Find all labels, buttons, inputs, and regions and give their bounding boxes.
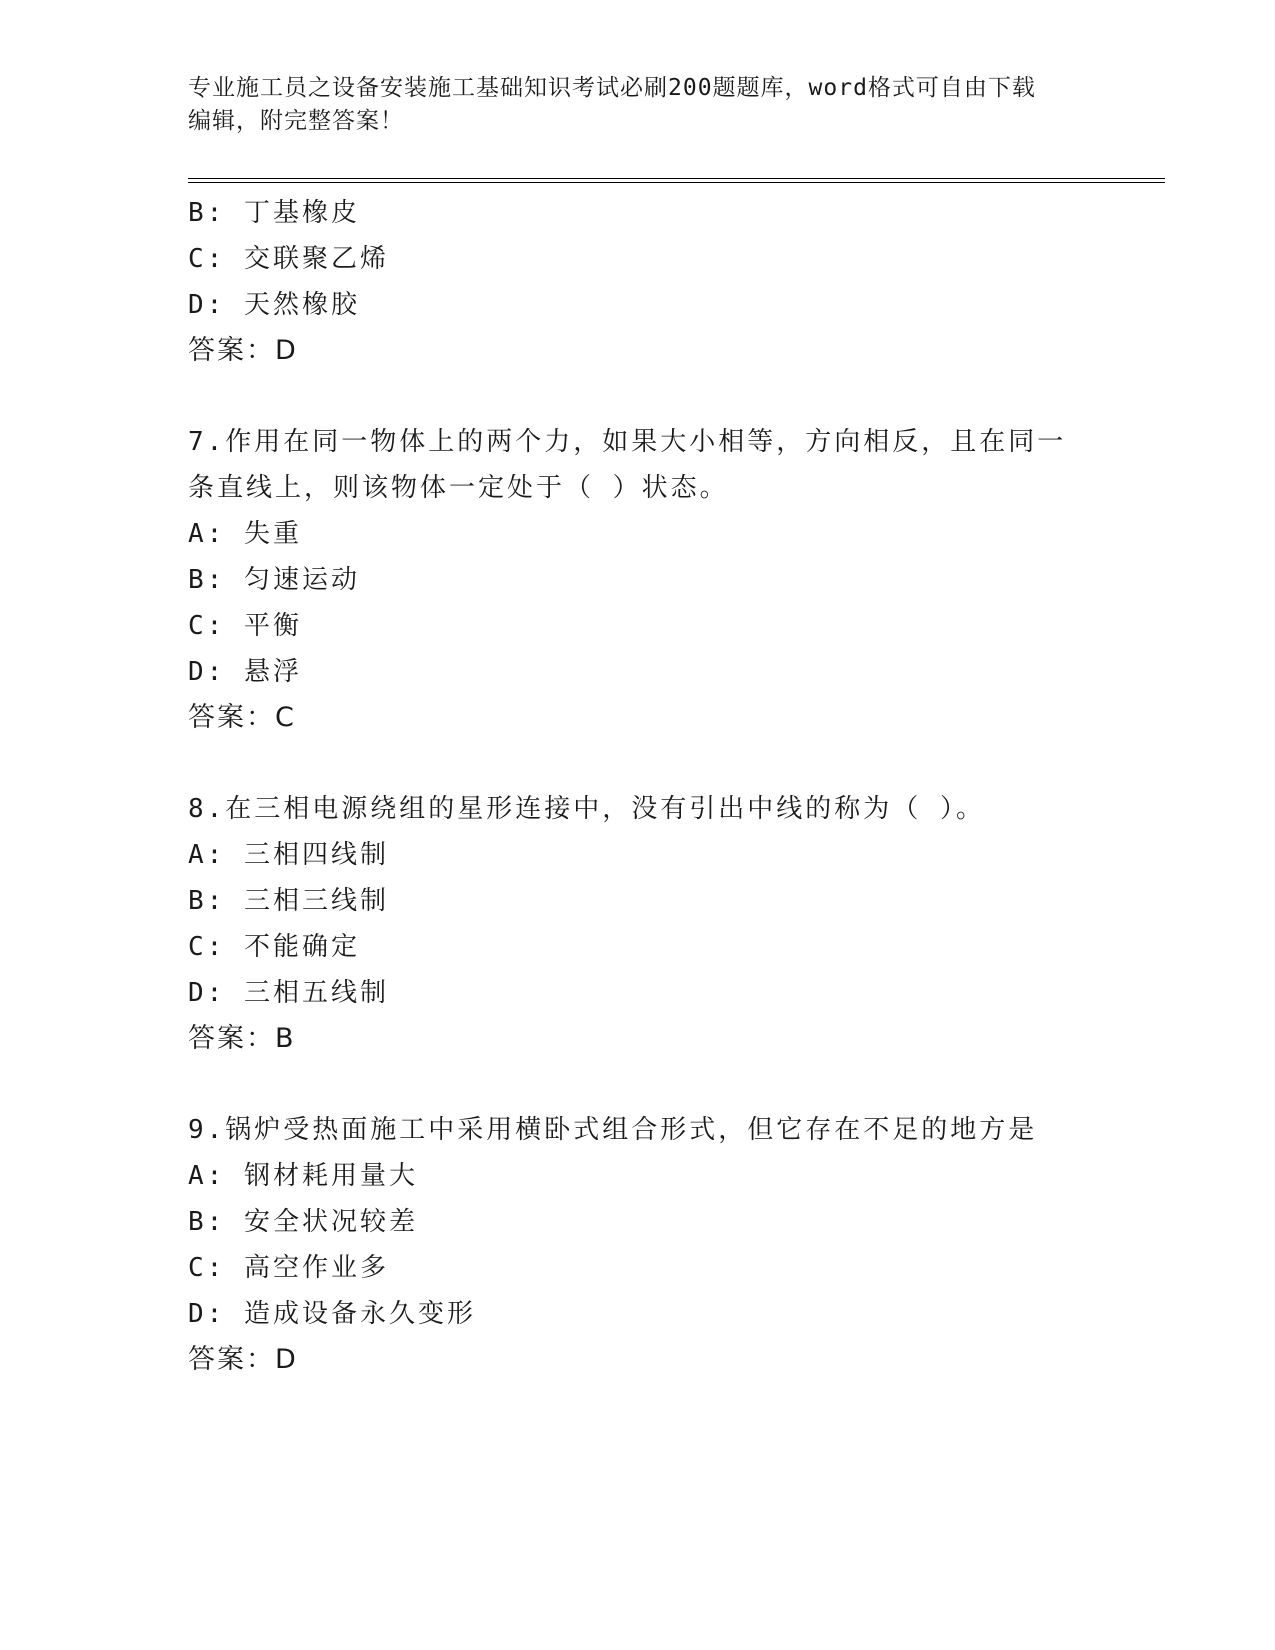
option-b: B: 匀速运动 (188, 565, 360, 595)
option-b: B: 丁基橡皮 (188, 198, 360, 228)
answer-line: 答案：C (188, 702, 296, 733)
question-6-continued (188, 190, 1088, 374)
question-list (188, 190, 1088, 1383)
question-text-line-1: 9.锅炉受热面施工中采用横卧式组合形式，但它存在不足的地方是 (188, 1115, 1038, 1145)
answer-line: 答案：D (188, 335, 298, 366)
option-a: A: 失重 (188, 519, 302, 549)
option-a: A: 钢材耗用量大 (188, 1161, 418, 1191)
question-8 (188, 786, 1088, 1062)
spacer (188, 1062, 1088, 1107)
option-a: A: 三相四线制 (188, 840, 389, 870)
option-c: C: 平衡 (188, 611, 302, 641)
option-b: B: 安全状况较差 (188, 1207, 418, 1237)
option-c: C: 高空作业多 (188, 1253, 389, 1283)
header-line-2: 编辑，附完整答案！ (188, 108, 404, 134)
option-c: C: 不能确定 (188, 932, 360, 962)
header-divider-top (188, 178, 1165, 179)
question-9 (188, 1107, 1088, 1383)
header-divider-bottom (188, 182, 1165, 183)
option-c: C: 交联聚乙烯 (188, 244, 389, 274)
option-d: D: 三相五线制 (188, 978, 389, 1008)
header-line-1: 专业施工员之设备安装施工基础知识考试必刷200题题库，word格式可自由下载 (188, 75, 1036, 101)
document-header (188, 72, 1088, 138)
option-d: D: 悬浮 (188, 657, 302, 687)
answer-line: 答案：B (188, 1023, 296, 1054)
question-text-line-2: 条直线上，则该物体一定处于（ ）状态。 (188, 473, 729, 503)
spacer (188, 374, 1088, 419)
option-d: D: 造成设备永久变形 (188, 1299, 476, 1329)
question-text-line-1: 7.作用在同一物体上的两个力，如果大小相等，方向相反，且在同一 (188, 427, 1067, 457)
question-7 (188, 419, 1088, 741)
option-b: B: 三相三线制 (188, 886, 389, 916)
option-d: D: 天然橡胶 (188, 290, 360, 320)
answer-line: 答案：D (188, 1344, 298, 1375)
question-text-line-1: 8.在三相电源绕组的星形连接中，没有引出中线的称为（ ）。 (188, 794, 985, 824)
spacer (188, 741, 1088, 786)
